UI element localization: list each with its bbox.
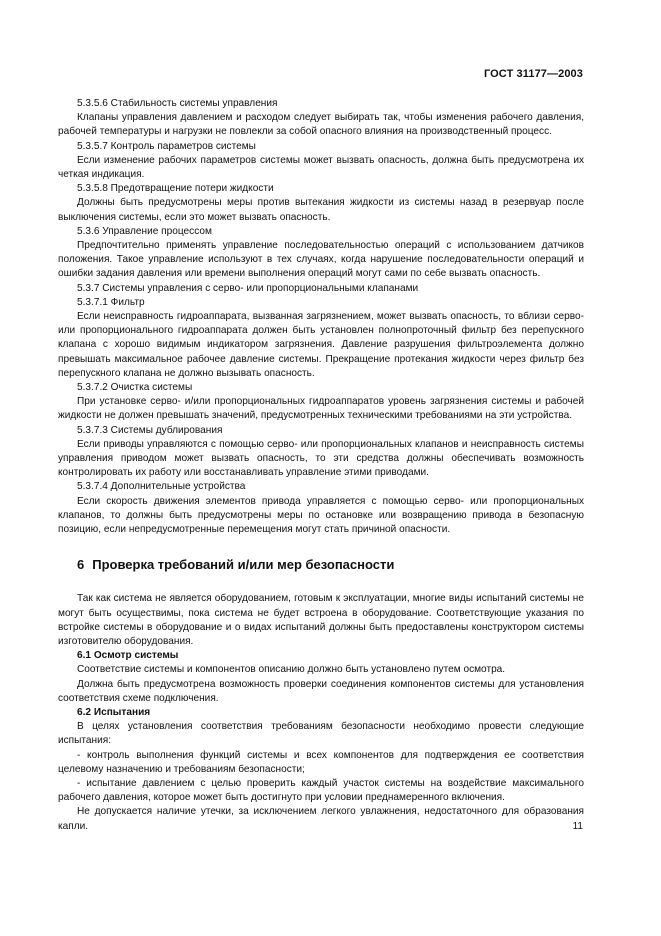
subclause-heading: 5.3.5.8 Предотвращение потери жидкости — [77, 183, 274, 195]
subclause-heading: 6.2 Испытания — [77, 706, 151, 718]
subclause-heading: 5.3.7 Системы управления с серво- или пропорциональными клапанами — [77, 282, 419, 294]
subclause-heading: 5.3.7.2 Очистка системы — [77, 382, 193, 394]
body-paragraph: Клапаны управления давлением и расходом следует выбирать так, чтобы изменения рабочего давления, рабочей температуры и нагрузки не повлекли за собой опасного влияния на производственный процесс. — [58, 112, 584, 138]
subclause-heading: 5.3.7.4 Дополнительные устройства — [77, 481, 246, 493]
list-item: - испытание давлением с целью проверить каждый участок системы на воздействие максимального рабочего давления, которое может быть достигнуто при условии преднамеренного включения. — [58, 777, 584, 804]
list-item: - контроль выполнения функций системы и всех компонентов для подтверждения ее соответствия целевому назначению и требованиям безопасности; — [58, 749, 584, 775]
body-paragraph: В целях установления соответствия требованиям безопасности необходимо провести следующие испытания: — [58, 721, 584, 747]
subclause-heading: 5.3.6 Управление процессом — [77, 225, 212, 237]
body-paragraph: При установке серво- и/или пропорциональных гидроаппаратов уровень загрязнения системы и рабочей жидкости не должен превышать значений, предусмотренных техническими требованиями на эти устройства. — [58, 396, 584, 422]
body-paragraph: Не допускается наличие утечки, за исключением легкого увлажнения, недостаточного для образования капли. — [58, 806, 584, 832]
body-paragraph: Соответствие системы и компонентов описанию должно быть установлено путем осмотра. — [77, 664, 506, 676]
body-paragraph: Должны быть предусмотрены меры против вытекания жидкости из системы назад в резервуар после выключения системы, если это может вызвать опасность. — [58, 197, 584, 223]
body-paragraph: Если скорость движения элементов привода управляется с помощью серво- или пропорциональных клапанов, то должны быть предусмотрены меры по остановке или возвращению привода в безопасную позицию, если непредусмотренные перемещения могут стать причиной опасности. — [58, 495, 584, 536]
subclause-heading: 5.3.7.3 Системы дублирования — [77, 424, 223, 436]
standard-header: ГОСТ 31177—2003 — [483, 68, 583, 80]
section-number: 6 — [77, 557, 85, 573]
subclause-heading: 5.3.5.6 Стабильность системы управления — [77, 98, 278, 109]
body-paragraph: Если приводы управляются с помощью серво- или пропорциональных клапанов и неисправность системы управления приводом может вызвать опасность, то эти средства должны обеспечивать возможность контролировать их работу или восстанавливать управление этими приводами. — [58, 438, 584, 479]
subclause-heading: 5.3.5.7 Контроль параметров системы — [77, 140, 256, 152]
body-paragraph: Должна быть предусмотрена возможность проверки соединения компонентов системы для установления соответствия схеме подключения. — [58, 678, 584, 704]
subclause-heading: 5.3.7.1 Фильтр — [77, 296, 145, 308]
body-paragraph: Если изменение рабочих параметров системы может вызвать опасность, должна быть предусмотрена их четкая индикация. — [58, 154, 584, 181]
page-body — [58, 97, 584, 834]
section-title: Проверка требований и/или мер безопасности — [92, 557, 395, 573]
body-paragraph: Если неисправность гидроаппарата, вызванная загрязнением, может вызвать опасность, то вблизи серво- или пропорционального гидроаппарата должен быть установлен полнопроточный фильтр без перепускного клапана с хорошо видимым индикатором загрязнения. Давление разрушения фильтроэлемента должно превышать максимальное рабочее давление системы. Прекращение протекания жидкости через фильтр без перепускного клапана не должно вызывать опасность. — [58, 311, 584, 379]
page-number: 11 — [572, 821, 583, 832]
body-paragraph: Так как система не является оборудованием, готовым к эксплуатации, многие виды испытаний системы не могут быть осуществимы, пока система не будет встроена в оборудование. Соответствующие указания по встройке системы в оборудование и о видах испытаний должны быть предоставлены конструктором системы изготовителю оборудования. — [58, 593, 584, 647]
body-paragraph: Предпочтительно применять управление последовательностью операций с использованием датчиков положения. Такое управление используют в тех случаях, когда нарушение последовательности операций и ошибки задания давления или времени выполнения операций могут сами по себе вызвать опасность. — [58, 240, 584, 280]
subclause-heading: 6.1 Осмотр системы — [77, 650, 179, 662]
section-heading — [58, 557, 584, 573]
